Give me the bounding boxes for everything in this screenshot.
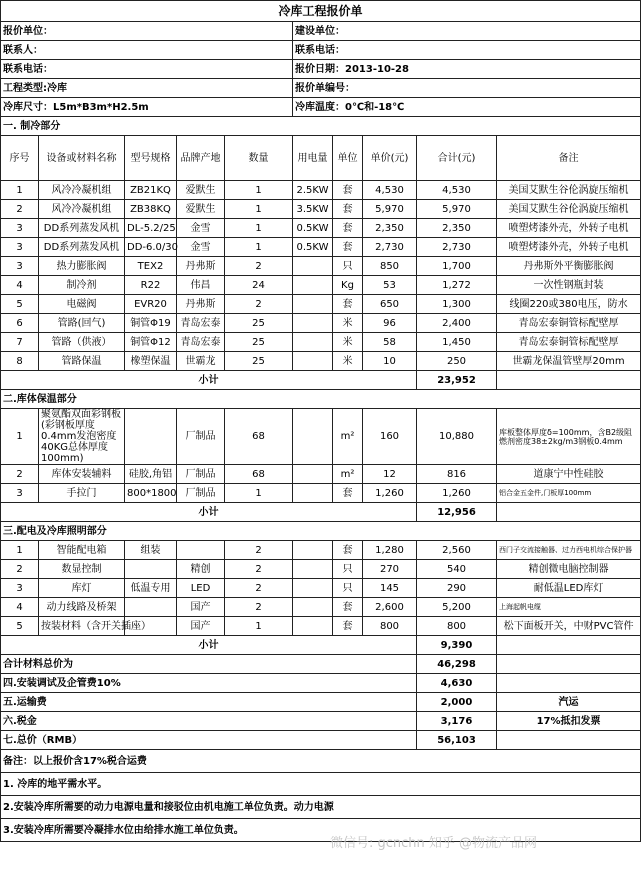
table-cell: m² xyxy=(333,409,363,465)
subtotal-label: 小计 xyxy=(1,636,417,655)
table-row xyxy=(1,465,641,484)
table-cell: DL-5.2/25 xyxy=(125,219,177,238)
table-cell xyxy=(293,257,333,276)
info-left: 冷库尺寸：L5m*B3m*H2.5m xyxy=(1,98,293,117)
table-cell: 160 xyxy=(363,409,417,465)
table-cell xyxy=(293,276,333,295)
table-cell: 145 xyxy=(363,579,417,598)
table-cell: 米 xyxy=(333,333,363,352)
table-cell: 2.5KW xyxy=(293,181,333,200)
table-cell: 3 xyxy=(1,219,39,238)
table-cell xyxy=(293,465,333,484)
watermark: 微信号: gcnchn 知乎 @物流产品网 xyxy=(330,836,538,851)
table-cell: 伟昌 xyxy=(177,276,225,295)
table-cell: 丹弗斯 xyxy=(177,257,225,276)
table-cell: 800 xyxy=(363,617,417,636)
table-cell: 2 xyxy=(225,295,293,314)
table-cell: 5 xyxy=(1,295,39,314)
table-cell: 美国艾默生谷伦涡旋压缩机 xyxy=(497,200,641,219)
table-cell: 国产 xyxy=(177,598,225,617)
table-cell: 4,530 xyxy=(363,181,417,200)
table-cell: 6 xyxy=(1,314,39,333)
column-header: 备注 xyxy=(497,136,641,181)
table-cell: 2,350 xyxy=(417,219,497,238)
table-cell: 12 xyxy=(363,465,417,484)
total-note xyxy=(497,731,641,750)
table-cell: 25 xyxy=(225,352,293,371)
table-cell: 1 xyxy=(1,541,39,560)
table-row xyxy=(1,257,641,276)
table-cell: 铜管Φ12 xyxy=(125,333,177,352)
table-cell: 青岛宏泰铜管标配壁厚 xyxy=(497,333,641,352)
table-cell: Kg xyxy=(333,276,363,295)
table-cell: 8 xyxy=(1,352,39,371)
table-cell xyxy=(293,333,333,352)
subtotal-row xyxy=(1,371,641,390)
table-cell: 2 xyxy=(1,560,39,579)
info-row xyxy=(1,41,641,60)
total-note xyxy=(497,674,641,693)
table-cell: 热力膨胀阀 xyxy=(39,257,125,276)
total-label: 四.安装调试及企管费10% xyxy=(1,674,417,693)
table-cell: 国产 xyxy=(177,617,225,636)
table-cell: 精创微电脑控制器 xyxy=(497,560,641,579)
table-cell: 道康宁中性硅胶 xyxy=(497,465,641,484)
table-cell: 丹弗斯 xyxy=(177,295,225,314)
section-row xyxy=(1,522,641,541)
table-cell: 68 xyxy=(225,409,293,465)
table-row xyxy=(1,200,641,219)
remark-row xyxy=(1,750,641,773)
table-cell: 5,970 xyxy=(363,200,417,219)
table-cell: 0.5KW xyxy=(293,219,333,238)
title-row xyxy=(1,1,641,22)
table-cell: 管路(回气) xyxy=(39,314,125,333)
table-cell xyxy=(293,560,333,579)
total-value: 2,000 xyxy=(417,693,497,712)
column-header: 设备或材料名称 xyxy=(39,136,125,181)
table-cell: 耐低温LED库灯 xyxy=(497,579,641,598)
table-cell: 3 xyxy=(1,484,39,503)
table-cell: 2,730 xyxy=(417,238,497,257)
table-cell: 1 xyxy=(225,484,293,503)
table-row xyxy=(1,352,641,371)
header-row xyxy=(1,136,641,181)
table-row xyxy=(1,617,641,636)
total-row xyxy=(1,655,641,674)
table-cell: 1 xyxy=(225,219,293,238)
table-cell xyxy=(293,352,333,371)
table-cell: 1,280 xyxy=(363,541,417,560)
table-cell: 1,300 xyxy=(417,295,497,314)
table-row xyxy=(1,409,641,465)
total-label: 六.税金 xyxy=(1,712,417,731)
table-cell: 爱默生 xyxy=(177,181,225,200)
info-right: 报价日期：2013-10-28 xyxy=(293,60,641,79)
column-header: 合计(元) xyxy=(417,136,497,181)
info-left: 报价单位： xyxy=(1,22,293,41)
info-row xyxy=(1,79,641,98)
table-cell: 4 xyxy=(1,276,39,295)
table-cell: R22 xyxy=(125,276,177,295)
table-cell: 青岛宏泰 xyxy=(177,333,225,352)
info-row xyxy=(1,60,641,79)
table-cell: 套 xyxy=(333,181,363,200)
info-right: 报价单编号： xyxy=(293,79,641,98)
section-title: 三.配电及冷库照明部分 xyxy=(1,522,641,541)
table-cell: 2 xyxy=(225,541,293,560)
table-cell: 2,350 xyxy=(363,219,417,238)
table-row xyxy=(1,598,641,617)
table-cell: 1 xyxy=(225,181,293,200)
table-cell: 铝合金五金件,门板厚100mm xyxy=(497,484,641,503)
total-row xyxy=(1,712,641,731)
subtotal-row xyxy=(1,503,641,522)
table-cell xyxy=(293,484,333,503)
table-row xyxy=(1,295,641,314)
table-cell: 松下面板开关，中财PVC管件 xyxy=(497,617,641,636)
table-cell: 动力线路及桥架 xyxy=(39,598,125,617)
table-cell xyxy=(177,541,225,560)
section-title: 二.库体保温部分 xyxy=(1,390,641,409)
table-cell: 2 xyxy=(225,560,293,579)
remark-row xyxy=(1,819,641,842)
table-cell: 手拉门 xyxy=(39,484,125,503)
table-cell: 青岛宏泰铜管标配壁厚 xyxy=(497,314,641,333)
table-cell: 套 xyxy=(333,598,363,617)
table-cell: 西门子交流接触器、过力西电机综合保护器 xyxy=(497,541,641,560)
info-left: 工程类型:冷库 xyxy=(1,79,293,98)
table-cell: 套 xyxy=(333,541,363,560)
table-cell: 25 xyxy=(225,333,293,352)
section-row xyxy=(1,117,641,136)
total-note xyxy=(497,655,641,674)
remark-text: 1. 冷库的地平需水平。 xyxy=(1,773,641,796)
table-cell: 上海起帆电缆 xyxy=(497,598,641,617)
info-right: 联系电话： xyxy=(293,41,641,60)
subtotal-label: 小计 xyxy=(1,371,417,390)
column-header: 数量 xyxy=(225,136,293,181)
table-cell: 厂制品 xyxy=(177,484,225,503)
table-cell: 816 xyxy=(417,465,497,484)
table-cell: DD-6.0/30 xyxy=(125,238,177,257)
total-label: 七.总价（RMB） xyxy=(1,731,417,750)
table-cell: 只 xyxy=(333,579,363,598)
remark-text: 备注：以上报价含17%税合运费 xyxy=(1,750,641,773)
table-cell: 1,272 xyxy=(417,276,497,295)
remark-text: 2.安装冷库所需要的动力电源电量和接驳位由机电施工单位负责。动力电源 xyxy=(1,796,641,819)
table-cell: 2 xyxy=(1,465,39,484)
table-cell: 1 xyxy=(1,409,39,465)
total-label: 五.运输费 xyxy=(1,693,417,712)
table-cell: 4 xyxy=(1,598,39,617)
table-cell: 290 xyxy=(417,579,497,598)
table-cell: 管路（供液） xyxy=(39,333,125,352)
table-row xyxy=(1,484,641,503)
table-cell: m² xyxy=(333,465,363,484)
blank-cell xyxy=(497,371,641,390)
table-cell: 850 xyxy=(363,257,417,276)
table-cell: 2 xyxy=(1,200,39,219)
table-row xyxy=(1,333,641,352)
table-row xyxy=(1,314,641,333)
table-row xyxy=(1,541,641,560)
table-cell: 橡塑保温 xyxy=(125,352,177,371)
table-cell: 风冷冷凝机组 xyxy=(39,200,125,219)
table-cell: 套 xyxy=(333,219,363,238)
table-cell: 电磁阀 xyxy=(39,295,125,314)
table-cell: DD系列蒸发风机 xyxy=(39,219,125,238)
table-cell: 铜管Φ19 xyxy=(125,314,177,333)
table-cell: 25 xyxy=(225,314,293,333)
table-cell: 世霸龙 xyxy=(177,352,225,371)
table-cell: 套 xyxy=(333,295,363,314)
info-row xyxy=(1,22,641,41)
table-cell xyxy=(293,579,333,598)
table-cell: 0.5KW xyxy=(293,238,333,257)
total-row xyxy=(1,693,641,712)
section-row xyxy=(1,390,641,409)
column-header: 品牌产地 xyxy=(177,136,225,181)
table-cell: 制冷剂 xyxy=(39,276,125,295)
table-cell: 68 xyxy=(225,465,293,484)
table-cell: 数显控制 xyxy=(39,560,125,579)
table-cell: 1 xyxy=(225,617,293,636)
subtotal-value: 9,390 xyxy=(417,636,497,655)
table-cell: 只 xyxy=(333,257,363,276)
table-cell: 金雪 xyxy=(177,219,225,238)
table-cell: 组装 xyxy=(125,541,177,560)
info-right: 建设单位： xyxy=(293,22,641,41)
table-cell: 2 xyxy=(225,598,293,617)
table-cell xyxy=(293,314,333,333)
subtotal-label: 小计 xyxy=(1,503,417,522)
column-header: 单价(元) xyxy=(363,136,417,181)
total-value: 56,103 xyxy=(417,731,497,750)
table-cell: 低温专用 xyxy=(125,579,177,598)
remark-text: 3.安装冷库所需要冷凝排水位由给排水施工单位负责。 xyxy=(1,819,641,842)
table-cell: 世霸龙保温管壁厚20mm xyxy=(497,352,641,371)
table-cell: 1 xyxy=(225,200,293,219)
table-cell: 250 xyxy=(417,352,497,371)
table-cell: 按装材料（含开关插座） xyxy=(39,617,125,636)
table-cell xyxy=(125,598,177,617)
table-cell: 800*1800 xyxy=(125,484,177,503)
total-row xyxy=(1,731,641,750)
table-cell: 540 xyxy=(417,560,497,579)
total-row xyxy=(1,674,641,693)
total-note: 17%抵扣发票 xyxy=(497,712,641,731)
table-cell: 3 xyxy=(1,579,39,598)
table-cell: 丹弗斯外平衡膨胀阀 xyxy=(497,257,641,276)
table-cell: 套 xyxy=(333,484,363,503)
table-cell xyxy=(125,560,177,579)
page-title: 冷库工程报价单 xyxy=(1,1,641,22)
table-cell: 喷塑烤漆外壳，外转子电机 xyxy=(497,238,641,257)
table-cell: 24 xyxy=(225,276,293,295)
table-cell: 库板整体厚度δ=100mm，含B2级阻燃剂密度38±2kg/m3钢板0.4mm xyxy=(497,409,641,465)
table-cell: 5,200 xyxy=(417,598,497,617)
table-cell: 精创 xyxy=(177,560,225,579)
table-cell: 线圈220或380电压，防水 xyxy=(497,295,641,314)
info-right: 冷库温度：0℃和-18℃ xyxy=(293,98,641,117)
table-cell: 风冷冷凝机组 xyxy=(39,181,125,200)
table-cell: 2,730 xyxy=(363,238,417,257)
table-cell: 96 xyxy=(363,314,417,333)
table-cell: 爱默生 xyxy=(177,200,225,219)
table-cell xyxy=(293,598,333,617)
remark-row xyxy=(1,773,641,796)
table-cell: 2,400 xyxy=(417,314,497,333)
table-cell: 2 xyxy=(225,257,293,276)
table-row xyxy=(1,219,641,238)
table-row xyxy=(1,560,641,579)
table-cell: 库体安装辅料 xyxy=(39,465,125,484)
column-header: 用电量 xyxy=(293,136,333,181)
table-cell: 套 xyxy=(333,617,363,636)
section-title: 一. 制冷部分 xyxy=(1,117,641,136)
table-row xyxy=(1,238,641,257)
table-cell: 1,260 xyxy=(417,484,497,503)
table-cell: 10 xyxy=(363,352,417,371)
table-cell: 53 xyxy=(363,276,417,295)
table-cell: 270 xyxy=(363,560,417,579)
table-cell: 2,600 xyxy=(363,598,417,617)
table-cell: 管路保温 xyxy=(39,352,125,371)
table-cell: 1,260 xyxy=(363,484,417,503)
remark-row xyxy=(1,796,641,819)
table-cell: 2 xyxy=(225,579,293,598)
table-cell: DD系列蒸发风机 xyxy=(39,238,125,257)
table-cell: 58 xyxy=(363,333,417,352)
column-header: 型号规格 xyxy=(125,136,177,181)
table-cell: 智能配电箱 xyxy=(39,541,125,560)
info-left: 联系人： xyxy=(1,41,293,60)
total-note: 汽运 xyxy=(497,693,641,712)
table-cell: 美国艾默生谷伦涡旋压缩机 xyxy=(497,181,641,200)
table-row xyxy=(1,579,641,598)
table-cell: 1,700 xyxy=(417,257,497,276)
table-cell: 金雪 xyxy=(177,238,225,257)
table-cell: 只 xyxy=(333,560,363,579)
column-header: 单位 xyxy=(333,136,363,181)
blank-cell xyxy=(497,503,641,522)
table-cell: LED xyxy=(177,579,225,598)
table-cell: 650 xyxy=(363,295,417,314)
table-cell: TEX2 xyxy=(125,257,177,276)
table-cell: 3 xyxy=(1,257,39,276)
table-cell: 7 xyxy=(1,333,39,352)
table-cell: ZB38KQ xyxy=(125,200,177,219)
table-cell: EVR20 xyxy=(125,295,177,314)
table-cell xyxy=(293,541,333,560)
table-cell: 4,530 xyxy=(417,181,497,200)
table-cell: 10,880 xyxy=(417,409,497,465)
total-value: 3,176 xyxy=(417,712,497,731)
table-cell: 厂制品 xyxy=(177,409,225,465)
total-label: 合计材料总价为 xyxy=(1,655,417,674)
subtotal-value: 12,956 xyxy=(417,503,497,522)
table-cell: 聚氨酯双面彩钢板(彩钢板厚度0.4mm发泡密度40KG总体厚度100mm) xyxy=(39,409,125,465)
table-cell: 1,450 xyxy=(417,333,497,352)
total-value: 4,630 xyxy=(417,674,497,693)
table-cell: ZB21KQ xyxy=(125,181,177,200)
table-cell: 2,560 xyxy=(417,541,497,560)
table-row xyxy=(1,181,641,200)
table-cell: 3.5KW xyxy=(293,200,333,219)
subtotal-row xyxy=(1,636,641,655)
table-cell: 喷塑烤漆外壳，外转子电机 xyxy=(497,219,641,238)
table-cell xyxy=(125,409,177,465)
table-cell: 800 xyxy=(417,617,497,636)
table-cell: 套 xyxy=(333,200,363,219)
column-header: 序号 xyxy=(1,136,39,181)
table-cell: 米 xyxy=(333,352,363,371)
table-cell: 青岛宏泰 xyxy=(177,314,225,333)
table-cell: 1 xyxy=(1,181,39,200)
subtotal-value: 23,952 xyxy=(417,371,497,390)
table-cell: 1 xyxy=(225,238,293,257)
table-cell: 5,970 xyxy=(417,200,497,219)
table-cell: 套 xyxy=(333,238,363,257)
table-cell xyxy=(293,295,333,314)
table-cell: 一次性钢瓶封装 xyxy=(497,276,641,295)
table-cell: 3 xyxy=(1,238,39,257)
table-cell: 硅胶,角铝 xyxy=(125,465,177,484)
blank-cell xyxy=(497,636,641,655)
info-left: 联系电话： xyxy=(1,60,293,79)
total-value: 46,298 xyxy=(417,655,497,674)
table-cell: 米 xyxy=(333,314,363,333)
table-cell: 库灯 xyxy=(39,579,125,598)
table-row xyxy=(1,276,641,295)
info-row xyxy=(1,98,641,117)
table-cell xyxy=(293,409,333,465)
table-cell xyxy=(293,617,333,636)
table-cell: 5 xyxy=(1,617,39,636)
table-cell: 厂制品 xyxy=(177,465,225,484)
